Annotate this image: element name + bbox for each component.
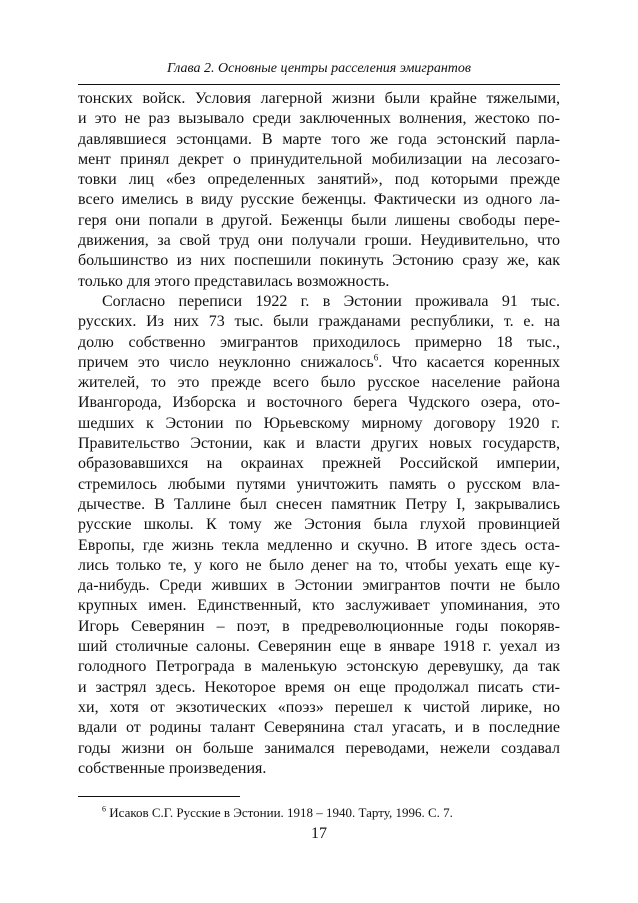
text-line: движения, за свой труд они получали гроши. Неудивительно, что: [78, 232, 560, 250]
page-number: 17: [311, 825, 327, 842]
text-line: вдали от родины талант Северянина стал угасать, и в последние: [78, 719, 560, 737]
footnote-text: Исаков С.Г. Русские в Эстонии. 1918 – 1940. Тарту, 1996. С. 7.: [106, 805, 453, 820]
text-line: и застрял здесь. Некоторое время он еще продолжал писать сти-: [78, 678, 560, 696]
text-line: русские школы. К тому же Эстония была глухой провинцией: [78, 516, 560, 534]
running-header: Глава 2. Основные центры расселения эмигрантов: [167, 61, 471, 76]
footnote: [102, 805, 453, 821]
footnote-ref: 6: [373, 352, 379, 363]
text-line: дычестве. В Таллине был снесен памятник Петру I, закрывались: [78, 495, 560, 513]
text-line: товки лиц «без определенных занятий», под которыми прежде: [78, 171, 560, 189]
line-start: причем это число неуклонно снижалось: [78, 353, 374, 371]
text-line: Игорь Северянин – поэт, в предреволюционные годы покоряв-: [78, 617, 560, 635]
text-line: Ивангорода, Изборска и восточного берега Чудского озера, ото-: [78, 394, 560, 412]
text-line: большинство из них поспешили покинуть Эстонию сразу же, как: [78, 252, 560, 270]
text-line: лись только те, у кого не было денег на то, чтобы уехать еще ку-: [78, 556, 560, 574]
text-line: годы жизни он больше занимался переводами, нежели создавал: [78, 739, 560, 757]
text-line: и это не раз вызывало среди заключенных волнения, жестоко по-: [78, 110, 560, 128]
text-line: тонских войск. Условия лагерной жизни были крайне тяжелыми,: [78, 90, 560, 107]
text-line: крупных имен. Единственный, кто заслуживает упоминания, это: [78, 597, 560, 615]
text-line: стремилось любыми путями уничтожить память о русском вла-: [78, 475, 560, 493]
text-line: Согласно переписи 1922 г. в Эстонии проживала 91 тыс.: [102, 292, 560, 310]
text-line: мент принял декрет о принудительной мобилизации на лесозаго-: [78, 150, 560, 168]
text-line: собственные произведения.: [78, 759, 267, 777]
footnote-rule: [78, 796, 240, 797]
text-line: давлявшиеся эстонцами. В марте того же года эстонский парла-: [78, 130, 560, 148]
text-line: голодного Петрограда в маленькую эстонскую деревушку, да так: [78, 658, 560, 676]
text-line-with-footnote: [78, 353, 560, 373]
text-line: Европы, где жизнь текла медленно и скучно. В итоге здесь оста-: [78, 536, 560, 554]
body-text: [78, 89, 560, 779]
line-end: . Что касается коренных: [378, 353, 560, 371]
text-line: шедших к Эстонии по Юрьевскому мирному договору 1920 г.: [78, 414, 560, 432]
text-line: хи, хотя от экзотических «поэз» перешел к чистой лирике, но: [78, 698, 560, 716]
text-line: ший столичные салоны. Северянин еще в январе 1918 г. уехал из: [78, 638, 560, 656]
text-line: жителей, то это прежде всего было русское население района: [78, 374, 560, 392]
text-line: да-нибудь. Среди живших в Эстонии эмигрантов почти не было: [78, 577, 560, 595]
text-line: всего имелись в виду русские беженцы. Фактически из одного ла-: [78, 191, 560, 209]
text-line: геря они попали в другой. Беженцы были лишены свободы пере-: [78, 211, 560, 229]
text-line: только для этого представилась возможность.: [78, 272, 390, 290]
text-line: образовавшихся на окраинах прежней Российской империи,: [78, 455, 560, 473]
footnote-marker: 6: [102, 804, 106, 814]
text-line: долю собственно эмигрантов приходилось примерно 18 тыс.,: [78, 333, 560, 351]
text-line: Правительство Эстонии, как и власти других новых государств,: [78, 435, 560, 453]
header-rule: [78, 84, 560, 85]
text-line: русских. Из них 73 тыс. были гражданами республики, т. е. на: [78, 313, 560, 331]
